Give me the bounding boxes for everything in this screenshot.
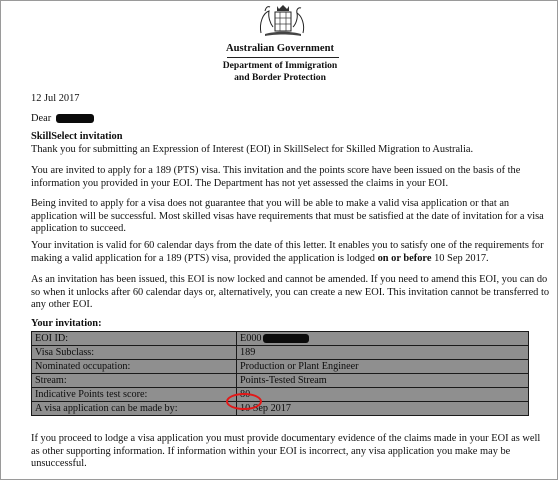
department-line-1: Department of Immigration: [222, 60, 338, 71]
table-value: 10 Sep 2017: [237, 402, 529, 416]
redacted-eoi-id: [263, 334, 309, 343]
validity-emphasis: on or before: [377, 252, 432, 264]
header-divider: [227, 57, 339, 58]
table-row: [32, 402, 529, 416]
table-label: A visa application can be made by:: [32, 402, 237, 416]
invitation-table: [31, 331, 529, 416]
validity-text: Your invitation is valid for 60 calendar days from the date of this letter. It enables you to satisfy one of the requirements for making a valid application for a 189 (PTS) visa, provided the application is lodged: [31, 240, 544, 264]
closing-paragraph: If you proceed to lodge a visa application you must provide documentary evidence of the claims made in your EOI as well as other supporting information. If information within your EOI is incorrect, any visa application you make may be unsuccessful.: [31, 433, 541, 470]
table-label: Stream:: [32, 374, 237, 388]
subject-block: [31, 131, 551, 156]
table-row: [32, 332, 529, 346]
paragraph-invited: You are invited to apply for a 189 (PTS) visa. This invitation and the points score have been issued on the basis of the information you provided in your EOI. The Department has not yet assessed the claims in your EOI.: [31, 165, 521, 189]
table-value: 80: [237, 388, 529, 402]
paragraph-no-guarantee: Being invited to apply for a visa does not guarantee that you will be able to make a valid visa application or that an application will be successful. Most skilled visas have requirements that must be satisfied at the date of invitation for a visa application to succeed.: [31, 198, 544, 235]
redacted-name: [56, 114, 94, 123]
table-label: Indicative Points test score:: [32, 388, 237, 402]
table-value: 189: [237, 346, 529, 360]
table-row: [32, 346, 529, 360]
table-label: Nominated occupation:: [32, 360, 237, 374]
table-value: [237, 332, 529, 346]
letter-date: 12 Jul 2017: [31, 93, 80, 104]
table-label: Visa Subclass:: [32, 346, 237, 360]
table-label: EOI ID:: [32, 332, 237, 346]
table-value: Points-Tested Stream: [237, 374, 529, 388]
score-highlight-circle: [226, 393, 262, 410]
invitation-heading: Your invitation:: [31, 318, 102, 329]
table-row: [32, 374, 529, 388]
table-row: [32, 388, 529, 402]
eoi-id-value: E000: [240, 333, 262, 344]
subject-heading: SkillSelect invitation: [31, 131, 123, 142]
department-line-2: and Border Protection: [234, 71, 326, 83]
government-name: Australian Government: [226, 43, 334, 54]
department-name: [1, 60, 558, 83]
salutation-text: Dear: [31, 113, 52, 124]
table-value: Production or Plant Engineer: [237, 360, 529, 374]
paragraph-validity: [31, 240, 551, 265]
salutation: [31, 113, 551, 126]
validity-deadline: 10 Sep 2017.: [434, 252, 489, 264]
paragraph-locked: As an invitation has been issued, this EOI is now locked and cannot be amended. If you need to amend this EOI, you can do so when it unlocks after 60 calendar days or, alternatively, you can create a new EOI. This invitation cannot be transferred to any other EOI.: [31, 274, 550, 311]
table-row: [32, 360, 529, 374]
intro-paragraph: Thank you for submitting an Expression of Interest (EOI) in SkillSelect for Skilled Migration to Australia.: [31, 143, 474, 155]
coat-of-arms-icon: [255, 3, 311, 39]
